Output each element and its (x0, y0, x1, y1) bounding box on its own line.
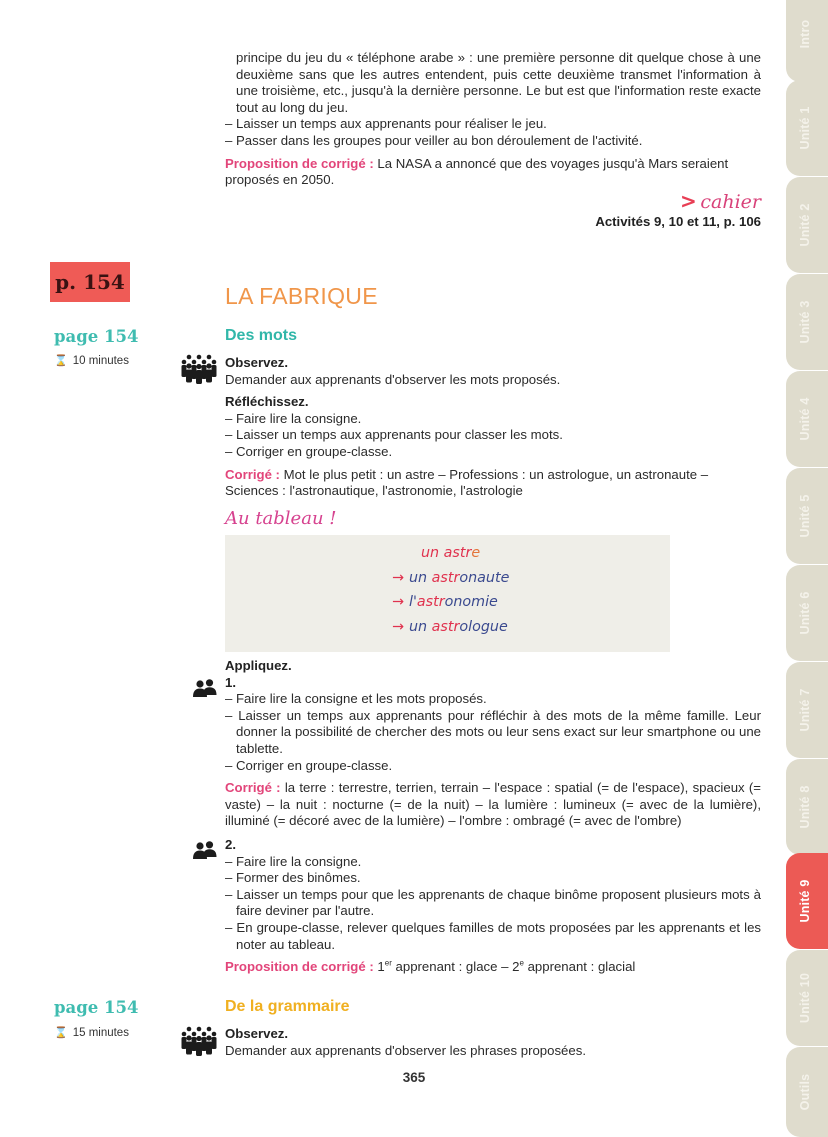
word-suffix: e (471, 545, 481, 561)
corrige-text: apprenant : glacial (523, 959, 636, 975)
au-tableau-title: Au tableau ! (225, 508, 337, 529)
tab-unite-6[interactable] (786, 565, 828, 661)
list-item: – Corriger en groupe-classe. (225, 757, 393, 773)
tab-unite-10[interactable] (786, 950, 828, 1046)
list-item: – Faire lire la consigne. (225, 853, 362, 869)
tab-unite-2[interactable] (786, 177, 828, 273)
exercise-number: 2. (225, 837, 236, 852)
board-line (392, 594, 498, 610)
word-root: astr (431, 570, 460, 586)
word-prefix: un (421, 545, 444, 561)
superscript: e (519, 958, 524, 968)
list-item: – En groupe-classe, relever quelques familles de mots proposées par les apprenants et les noter au tableau. (225, 919, 761, 952)
subsection-title: De la grammaire (225, 998, 350, 1015)
arrow-right-icon: → (392, 619, 404, 635)
page-badge: p. 154 (50, 262, 130, 302)
observez-text: Demander aux apprenants d'observer les phrases proposées. (225, 1042, 586, 1058)
side-page-ref: page 154 (54, 998, 139, 1017)
tab-label: Unité 6 (798, 591, 812, 635)
arrow-right-icon: → (392, 570, 404, 586)
list-item: – Laisser un temps aux apprenants pour classer les mots. (225, 427, 563, 443)
corrige-label: Proposition de corrigé : (225, 959, 374, 975)
hourglass-icon: ⌛ (54, 1027, 68, 1039)
group-of-people-icon (181, 1026, 217, 1056)
tab-label: Unité 5 (798, 494, 812, 538)
des-mots-block (225, 355, 761, 500)
tab-label: Intro (798, 19, 812, 49)
correction (225, 156, 761, 189)
observez-heading: Observez. (225, 355, 289, 370)
corrige-text: Mot le plus petit : un astre – Professions : un astrologue, un astronaute – Sciences : l'astronautique, l'astronomie, l'astrologie (225, 466, 709, 499)
tab-unite-3[interactable] (786, 274, 828, 370)
tab-label: Unité 3 (798, 300, 812, 344)
word-prefix: un (408, 619, 432, 635)
tab-label: Unité 8 (798, 785, 812, 829)
observez-heading: Observez. (225, 1026, 289, 1041)
list-item: – Passer dans les groupes pour veiller au bon déroulement de l'activité. (225, 132, 643, 148)
tab-unite-8[interactable] (786, 759, 828, 855)
tab-unite-9[interactable] (786, 853, 828, 949)
tab-label: Unité 4 (798, 397, 812, 441)
pair-of-people-icon (193, 679, 217, 697)
tab-unite-4[interactable] (786, 371, 828, 467)
word-suffix: onaute (459, 570, 510, 586)
cahier-reference[interactable] (225, 188, 761, 214)
word-prefix: l' (408, 594, 417, 610)
board-line (392, 570, 509, 586)
list-item: – Faire lire la consigne et les mots proposés. (225, 691, 487, 707)
list-item: – Faire lire la consigne. (225, 410, 362, 426)
corrige (225, 467, 761, 500)
tab-unite-5[interactable] (786, 468, 828, 564)
arrow-right-icon: → (392, 594, 404, 610)
appliquez-block (225, 658, 761, 830)
tab-label: Unité 10 (798, 972, 812, 1024)
tab-label: Unité 9 (798, 879, 812, 923)
tab-label: Unité 2 (798, 203, 812, 247)
tab-unite-1[interactable] (786, 80, 828, 176)
word-suffix: onomie (444, 594, 498, 610)
correction-text: La NASA a annoncé que des voyages jusqu'à Mars seraient proposés en 2050. (225, 155, 729, 188)
corrige-label: Corrigé : (225, 780, 281, 796)
corrige-label: Corrigé : (225, 466, 280, 482)
tab-label: Unité 7 (798, 688, 812, 732)
list-item: – Former des binômes. (225, 870, 361, 886)
grammaire-block (225, 1026, 761, 1059)
superscript: er (384, 958, 392, 968)
corrige (225, 959, 761, 976)
board-line (421, 545, 480, 561)
hourglass-icon: ⌛ (54, 355, 68, 367)
exercise-2-block (225, 837, 761, 976)
chevron-right-icon: > (679, 188, 697, 213)
observez-text: Demander aux apprenants d'observer les mots proposés. (225, 371, 561, 387)
section-title: LA FABRIQUE (225, 283, 378, 309)
appliquez-heading: Appliquez. (225, 658, 292, 673)
corrige-text: la terre : terrestre, terrien, terrain – l'espace : spatial (= de l'espace), spacieux (= vaste) – la nuit : nocturne (= de la nuit) – la lumière : lumineux (= avec de la lumière), illuminé (= décoré avec de la lumière) – l'ombre : ombragé (= avec de l'ombre) (225, 780, 762, 829)
group-of-people-icon (181, 354, 217, 384)
cahier-activities: Activités 9, 10 et 11, p. 106 (595, 213, 761, 229)
tab-label: Outils (798, 1073, 812, 1111)
reflechissez-heading: Réfléchissez. (225, 394, 309, 410)
corrige-text: 1 (373, 959, 385, 975)
exercise-number: 1. (225, 674, 236, 690)
correction-label: Proposition de corrigé : (225, 155, 374, 171)
duration-text: 10 minutes (72, 354, 129, 367)
game-description: principe du jeu du « téléphone arabe » : une première personne dit quelque chose à une deuxième sans que les autres entendent, puis cette deuxième transmet l'information à une troisième, etc., jusqu'à la dernière personne. Le but est que l'information reste exacte tout au long du jeu. (236, 50, 761, 115)
word-prefix: un (408, 570, 432, 586)
tab-intro[interactable] (786, 0, 828, 82)
board (225, 535, 670, 652)
list-item: – Laisser un temps aux apprenants pour réaliser le jeu. (225, 116, 547, 132)
word-root: astr (431, 619, 460, 635)
tab-label: Unité 1 (798, 106, 812, 150)
top-block (225, 50, 761, 230)
corrige (225, 780, 761, 830)
pair-of-people-icon (193, 841, 217, 859)
tab-unite-7[interactable] (786, 662, 828, 758)
word-suffix: ologue (459, 619, 508, 635)
tab-outils[interactable] (786, 1047, 828, 1137)
side-duration (54, 1026, 129, 1039)
cahier-label: cahier (700, 190, 761, 213)
board-line (392, 619, 508, 635)
corrige-text: apprenant : glace – 2 (391, 959, 520, 975)
page-number: 365 (402, 1070, 426, 1085)
list-item: – Corriger en groupe-classe. (225, 443, 393, 459)
duration-text: 15 minutes (72, 1026, 129, 1039)
list-item: – Laisser un temps pour que les apprenants de chaque binôme proposent plusieurs mots à faire deviner par l'autre. (225, 886, 761, 919)
side-page-ref: page 154 (54, 327, 139, 346)
list-item: – Laisser un temps aux apprenants pour réfléchir à des mots de la même famille. Leur donner la possibilité de chercher des mots ou leur sens exact sur leur smartphone ou une tablette. (225, 707, 761, 756)
side-duration (54, 354, 129, 367)
subsection-title: Des mots (225, 327, 298, 344)
word-root: astr (443, 545, 472, 561)
word-root: astr (416, 594, 445, 610)
